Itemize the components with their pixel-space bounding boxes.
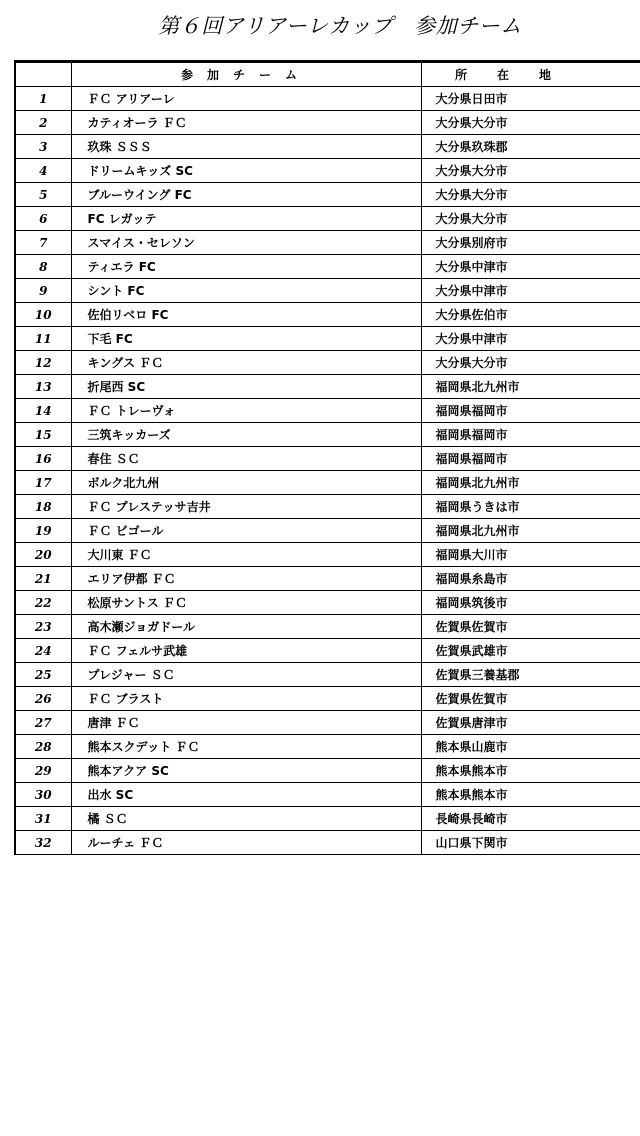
team-name: シント FC	[71, 279, 421, 303]
table-row	[15, 567, 640, 591]
table-row	[15, 447, 640, 471]
table-row	[15, 399, 640, 423]
row-number: 23	[15, 615, 71, 639]
table-row	[15, 327, 640, 351]
row-number: 12	[15, 351, 71, 375]
team-location: 福岡県福岡市	[421, 399, 640, 423]
table-row	[15, 735, 640, 759]
row-number: 5	[15, 183, 71, 207]
team-location: 佐賀県武雄市	[421, 639, 640, 663]
team-location: 大分県中津市	[421, 279, 640, 303]
team-location: 大分県大分市	[421, 207, 640, 231]
team-location: 大分県大分市	[421, 351, 640, 375]
header-team: 参加チーム	[71, 62, 421, 87]
team-name: 橘 ＳＣ	[71, 807, 421, 831]
team-location: 大分県中津市	[421, 255, 640, 279]
team-location: 熊本県熊本市	[421, 783, 640, 807]
table-row	[15, 279, 640, 303]
team-location: 大分県別府市	[421, 231, 640, 255]
table-row	[15, 591, 640, 615]
team-name: ＦＣ アリアーレ	[71, 87, 421, 111]
team-name: ボルク北九州	[71, 471, 421, 495]
table-row	[15, 87, 640, 111]
row-number: 32	[15, 831, 71, 855]
row-number: 18	[15, 495, 71, 519]
team-name: 松原サントス ＦＣ	[71, 591, 421, 615]
team-name: 佐伯リベロ FC	[71, 303, 421, 327]
row-number: 13	[15, 375, 71, 399]
row-number: 17	[15, 471, 71, 495]
row-number: 26	[15, 687, 71, 711]
table-header-row	[15, 62, 640, 87]
team-table-container	[14, 60, 640, 856]
team-location: 熊本県熊本市	[421, 759, 640, 783]
table-row	[15, 687, 640, 711]
table-row	[15, 639, 640, 663]
team-location: 福岡県筑後市	[421, 591, 640, 615]
team-location: 福岡県北九州市	[421, 519, 640, 543]
team-name: カティオーラ ＦＣ	[71, 111, 421, 135]
team-name: 折尾西 SC	[71, 375, 421, 399]
table-row	[15, 471, 640, 495]
team-name: ドリームキッズ SC	[71, 159, 421, 183]
row-number: 28	[15, 735, 71, 759]
table-row	[15, 543, 640, 567]
table-row	[15, 111, 640, 135]
table-row	[15, 255, 640, 279]
team-name: ＦＣ トレーヴォ	[71, 399, 421, 423]
header-location: 所在地	[421, 62, 640, 87]
table-row	[15, 711, 640, 735]
team-name: ＦＣ フェルサ武雄	[71, 639, 421, 663]
table-row	[15, 207, 640, 231]
row-number: 11	[15, 327, 71, 351]
table-row	[15, 183, 640, 207]
row-number: 24	[15, 639, 71, 663]
row-number: 30	[15, 783, 71, 807]
team-table	[14, 60, 640, 855]
table-row	[15, 783, 640, 807]
team-location: 福岡県福岡市	[421, 423, 640, 447]
table-row	[15, 807, 640, 831]
row-number: 14	[15, 399, 71, 423]
team-name: 三筑キッカーズ	[71, 423, 421, 447]
table-row	[15, 495, 640, 519]
row-number: 7	[15, 231, 71, 255]
team-location: 佐賀県佐賀市	[421, 615, 640, 639]
team-name: 熊本スクデット ＦＣ	[71, 735, 421, 759]
table-row	[15, 135, 640, 159]
table-row	[15, 759, 640, 783]
team-name: 唐津 ＦＣ	[71, 711, 421, 735]
table-row	[15, 663, 640, 687]
team-location: 福岡県福岡市	[421, 447, 640, 471]
table-row	[15, 423, 640, 447]
team-location: 福岡県うきは市	[421, 495, 640, 519]
row-number: 22	[15, 591, 71, 615]
table-row	[15, 303, 640, 327]
table-body	[15, 87, 640, 855]
header-number	[15, 62, 71, 87]
row-number: 2	[15, 111, 71, 135]
table-row	[15, 615, 640, 639]
team-location: 福岡県糸島市	[421, 567, 640, 591]
team-location: 大分県大分市	[421, 111, 640, 135]
row-number: 27	[15, 711, 71, 735]
table-row	[15, 159, 640, 183]
page-title: 第６回アリアーレカップ 参加チーム	[158, 14, 522, 38]
team-location: 大分県玖珠郡	[421, 135, 640, 159]
team-location: 佐賀県唐津市	[421, 711, 640, 735]
row-number: 1	[15, 87, 71, 111]
team-name: 出水 SC	[71, 783, 421, 807]
table-row	[15, 351, 640, 375]
team-name: プレジャー ＳＣ	[71, 663, 421, 687]
team-name: ＦＣ ビゴール	[71, 519, 421, 543]
row-number: 25	[15, 663, 71, 687]
row-number: 19	[15, 519, 71, 543]
row-number: 31	[15, 807, 71, 831]
table-row	[15, 519, 640, 543]
team-name: 高木瀬ジョガドール	[71, 615, 421, 639]
team-location: 熊本県山鹿市	[421, 735, 640, 759]
row-number: 3	[15, 135, 71, 159]
team-name: ルーチェ ＦＣ	[71, 831, 421, 855]
team-location: 佐賀県佐賀市	[421, 687, 640, 711]
team-location: 大分県中津市	[421, 327, 640, 351]
team-location: 大分県日田市	[421, 87, 640, 111]
team-location: 山口県下関市	[421, 831, 640, 855]
team-location: 大分県佐伯市	[421, 303, 640, 327]
team-name: キングス ＦＣ	[71, 351, 421, 375]
team-name: スマイス・セレソン	[71, 231, 421, 255]
row-number: 4	[15, 159, 71, 183]
team-name: 下毛 FC	[71, 327, 421, 351]
team-name: エリア伊都 ＦＣ	[71, 567, 421, 591]
table-row	[15, 831, 640, 855]
row-number: 16	[15, 447, 71, 471]
team-location: 福岡県北九州市	[421, 471, 640, 495]
row-number: 29	[15, 759, 71, 783]
row-number: 15	[15, 423, 71, 447]
row-number: 20	[15, 543, 71, 567]
team-name: ＦＣ プレステッサ吉井	[71, 495, 421, 519]
table-row	[15, 231, 640, 255]
team-name: ブルーウイング FC	[71, 183, 421, 207]
team-name: 玖珠 ＳＳＳ	[71, 135, 421, 159]
row-number: 8	[15, 255, 71, 279]
team-location: 大分県大分市	[421, 159, 640, 183]
row-number: 21	[15, 567, 71, 591]
team-name: FC レガッテ	[71, 207, 421, 231]
team-name: 熊本アクア SC	[71, 759, 421, 783]
team-location: 福岡県大川市	[421, 543, 640, 567]
table-row	[15, 375, 640, 399]
team-location: 福岡県北九州市	[421, 375, 640, 399]
row-number: 6	[15, 207, 71, 231]
team-name: ＦＣ ブラスト	[71, 687, 421, 711]
team-location: 長崎県長崎市	[421, 807, 640, 831]
row-number: 10	[15, 303, 71, 327]
team-location: 佐賀県三養基郡	[421, 663, 640, 687]
team-location: 大分県大分市	[421, 183, 640, 207]
team-name: 春住 ＳＣ	[71, 447, 421, 471]
row-number: 9	[15, 279, 71, 303]
team-name: 大川東 ＦＣ	[71, 543, 421, 567]
team-name: ティエラ FC	[71, 255, 421, 279]
